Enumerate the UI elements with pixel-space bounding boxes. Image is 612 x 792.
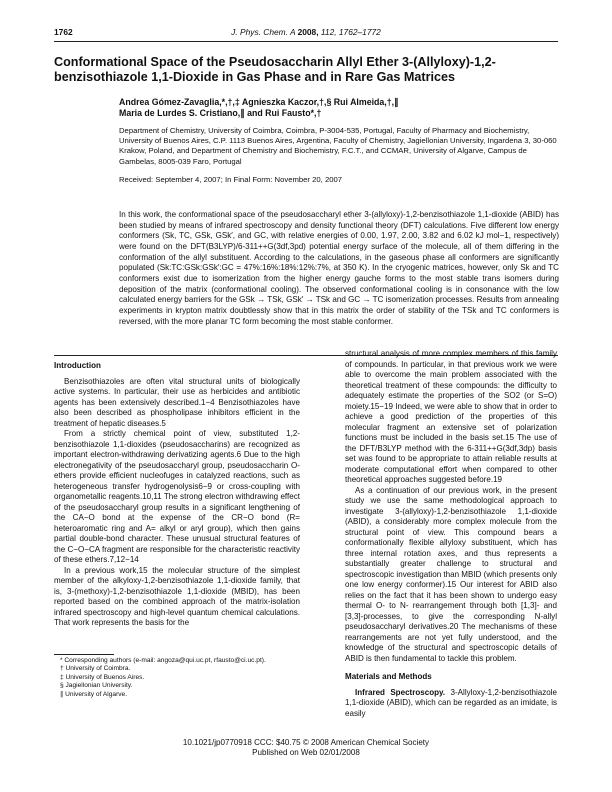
left-column (54, 361, 300, 629)
paragraph: Benzisothiazoles are often vital structural units of biologically active systems. In particular, their use as herbicides and antibiotic agents has been extensively described.1−4 Benzisothiazoles have also been described as phospholipase inhibitors efficient in the treatment of hepatic diseases.5 (54, 376, 300, 428)
journal-name: J. Phys. Chem. A (231, 27, 296, 37)
paragraph: From a strictly chemical point of view, substituted 1,2-benzisothiazole 1,1-dioxides (pseudosaccharins) are recognized as important electron-withdrawing derivatizing agents.6 Due to the high electronegativity of the pseudosaccharyl group, pseudosaccharin O-ethers provide efficient nucleofuges in catalyzed reactions, such as heterogeneous transfer hydrogenolysis6−9 or cross-coupling with organometallic reagents.10,11 The strong electron withdrawing effect of the pseudosaccharyl group results in a significant lengthening of the CA−O bond at the expense of the CR−O bond (R= heteroaromatic ring and A= alkyl or aryl group), which then gains partial double-bond character. These unusual structural features of the C−O−CA fragment are responsible for the characteristic reactivity of these ethers.7,12−14 (54, 429, 300, 564)
paragraph (345, 688, 557, 720)
page-footer (54, 738, 558, 758)
abstract: In this work, the conformational space of the pseudosaccharyl ether 3-(allyloxy)-1,2-benzisothiazole 1,1-dioxide (ABID) has been studied by means of infrared spectroscopy and density functional theory (DFT) calculations. Five different low energy conformers (Sk, TC, GSk, GSk′, and GC, with relative energies of 0.00, 1.97, 2.00, 3.82 and 6.02 kJ mol−1, respectively) were found on the DFT(B3LYP)/6-311++G(3df,3pd) potential energy surface of the molecule, all of them differing in the conformation of the allyl substituent. According to the calculations, in the gaseous phase all conformers are significantly populated (Sk:TC:GSk:GSk′:GC = 47%:16%:18%:12%:7%, at 350 K). In the cryogenic matrices, however, only Sk and TC conformers exist due to isomerization from the higher energy gauche forms to the most stable trans isomers during deposition of the matrix (conformational cooling). The observed conformational cooling is in consonance with the low calculated energy barriers for the GSk → TSk, GSk′ → TSk and GC → TC isomerization processes. Results from annealing experiments in krypton matrix doubtlessly show that in this matrix the order of stability of the TSk and TC conformers is reversed, with the more planar TC form becoming the most stable conformer. (119, 210, 559, 326)
journal-volume-pages: 112, 1762–1772 (320, 27, 381, 37)
received-dates: Received: September 4, 2007; In Final Form: November 20, 2007 (119, 175, 343, 184)
doi-line: 10.1021/jp0770918 CCC: $40.75 © 2008 American Chemical Society (182, 738, 430, 747)
footnote-rule (54, 654, 114, 655)
author-list (119, 97, 549, 119)
right-column (345, 349, 557, 719)
page-number: 1762 (54, 27, 73, 37)
footnote: § Jagiellonian University. (60, 682, 133, 690)
section-heading-introduction: Introduction (54, 361, 101, 370)
section-heading-methods: Materials and Methods (345, 672, 432, 681)
footnote: * Corresponding authors (e-mail: angoza@qui.uc.pt, rfausto@ci.uc.pt). (60, 657, 266, 664)
paragraph: structural analysis of more complex members of this family of compounds. In particular, in that previous work we were able to overcome the main problem associated with the theoretical treatment of these compounds: the difficulty to adequately estimate the properties of the SO2 (or S=O) moiety.15−19 Indeed, we were able to show that in order to achieve a good prediction of the properties of this molecular fragment an extensive set of polarization functions must be included in the basis set.15 The use of the DFT/B3LYP method with the 6-311++G(3df,3dp) basis set was found to be appropriate to attain reliable results at moderate computational effort when compared to other theoretical approaches suggested before.19 (345, 349, 557, 484)
subsection-text: 3-Allyloxy-1,2-benzisothiazole 1,1-dioxide (ABID), which can be regarded as an imidate, is easily (345, 687, 558, 718)
footnote: ‡ University of Buenos Aires. (60, 673, 145, 681)
journal-citation (54, 27, 558, 37)
footnote: † University of Coimbra. (60, 665, 131, 673)
header-rule (54, 41, 558, 42)
affiliations: Department of Chemistry, University of Coimbra, Coimbra, P-3004-535, Portugal, Faculty of Pharmacy and Biochemistry, University of Buenos Aires, C.P. 1113 Buenos Aires, Argentina, Faculty of Chemistry, Jagiellonian University, Ingardena 3, 30-060 Krakow, Poland, and Department of Chemistry and Biochemistry, F.C.T., and CCMAR, University of Algarve, Campus de Gambelas, 8005-039 Faro, Portugal (119, 126, 557, 166)
authors-line-1: Andrea Gómez-Zavaglia,*,†,‡ Agnieszka Kaczor,†,§ Rui Almeida,†,∥ (119, 97, 399, 107)
published-line: Published on Web 02/01/2008 (252, 748, 360, 757)
subsection-runin: Infrared Spectroscopy. (355, 687, 446, 697)
authors-line-2: Maria de Lurdes S. Cristiano,∥ and Rui Fausto*,† (119, 108, 322, 118)
paper-title: Conformational Space of the Pseudosaccharin Allyl Ether 3-(Allyloxy)-1,2-benzisothiazole 1,1-Dioxide in Gas Phase and in Rare Gas Matrices (54, 55, 496, 84)
paragraph: In a previous work,15 the molecular structure of the simplest member of the alkyloxy-1,2-benzisothiazole 1,1-dioxide family, that is, 3-(methoxy)-1,2-benzisothiazole 1,1-dioxide (MBID), has been reported based on the combined approach of the matrix-isolation infrared spectroscopy and high-level quantum chemical calculations. That work represents the basis for the (54, 565, 300, 627)
running-header (54, 27, 558, 39)
journal-year: 2008, (297, 27, 319, 37)
footnote: ∥ University of Algarve. (60, 690, 128, 698)
paragraph: As a continuation of our previous work, in the present study we use the same methodological approach to investigate 3-(allyloxy)-1,2-benzisothiazole 1,1-dioxide (ABID), a considerably more complex molecule from the structural point of view. This compound bears a conformationally flexible allyloxy substituent, which has three internal rotation axes, and thus represents a substantially greater challenge to structural and spectroscopic investigation than MBID (which presents only one low energy conformer).15 Our interest for ABID also relies on the fact that it has been shown to undergo easy thermal O- to N- rearrangement through both [1,3]- and [3,3]-processes, to give the corresponding N-allyl pseudosaccharyl derivatives.20 The mechanisms of these rearrangements are not yet fully understood, and the knowledge of the structural and spectroscopic details of ABID is then fundamental to tackle this problem. (345, 485, 558, 663)
footnotes (60, 657, 320, 699)
